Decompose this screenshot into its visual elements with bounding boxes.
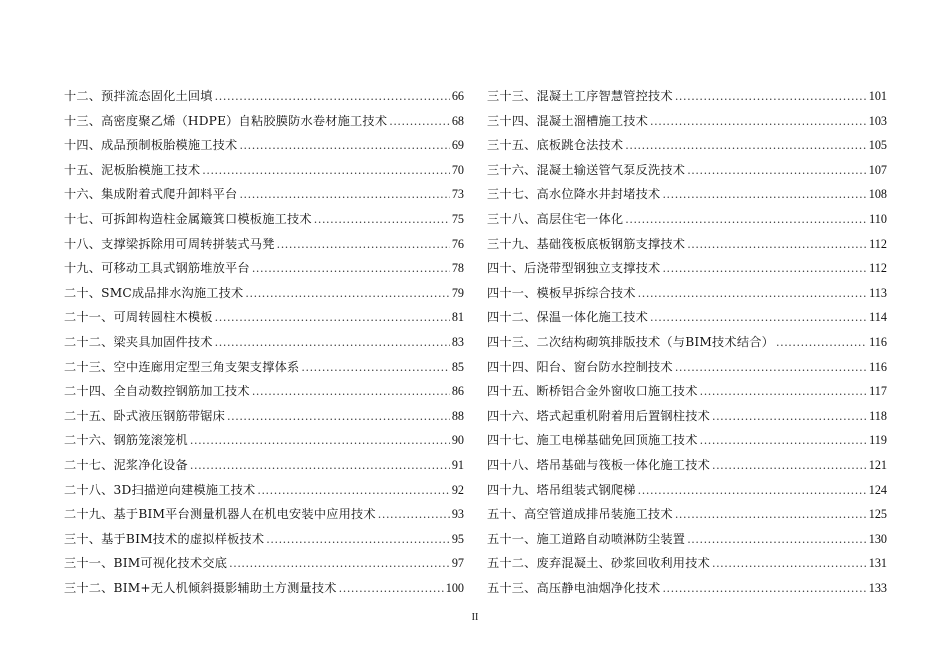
toc-entry-title: 三十六、混凝土输送管气泵反洗技术 [487,162,686,177]
toc-entry-page-number: 95 [451,531,464,546]
toc-entry[interactable] [64,305,464,330]
toc-entry-page-number: 97 [451,556,464,571]
toc-entry[interactable] [64,551,464,576]
toc-entry[interactable] [64,502,464,527]
toc-entry-title: 二十四、全自动数控钢筋加工技术 [64,384,250,399]
toc-entry[interactable] [487,207,887,232]
dot-leader [378,503,450,528]
toc-entry-title: 四十、后浇带型钢独立支撑技术 [487,261,661,276]
toc-entry-page-number: 130 [868,531,887,546]
dot-leader [638,282,868,307]
toc-entry[interactable] [487,576,887,601]
toc-entry[interactable] [64,158,464,183]
toc-entry-page-number: 88 [451,408,464,423]
toc-entry-title: 五十一、施工道路自动喷淋防尘装置 [487,531,686,546]
toc-entry-title: 五十、高空管道成排吊装施工技术 [487,507,673,522]
toc-entry[interactable] [64,428,464,453]
dot-leader [675,503,867,528]
toc-entry-title: 二十三、空中连廊用定型三角支架支撑体系 [64,359,300,374]
toc-entry-title: 三十一、BIM可视化技术交底 [64,556,228,571]
toc-entry[interactable] [487,428,887,453]
dot-leader [239,134,449,159]
toc-entry-page-number: 92 [451,482,464,497]
dot-leader [252,257,450,282]
toc-entry-page-number: 125 [868,507,887,522]
toc-entry[interactable] [487,527,887,552]
toc-entry-title: 三十四、混凝土溜槽施工技术 [487,113,649,128]
dot-leader [638,479,867,504]
dot-leader [227,405,450,430]
toc-entry-title: 四十七、施工电梯基础免回顶施工技术 [487,433,698,448]
toc-entry[interactable] [64,527,464,552]
toc-entry-page-number: 113 [869,285,887,300]
toc-entry-title: 二十五、卧式液压钢筋带锯床 [64,408,226,423]
dot-leader [675,85,867,110]
dot-leader [662,183,866,208]
toc-entry-page-number: 68 [451,113,464,128]
toc-entry[interactable] [487,133,887,158]
toc-entry-page-number: 78 [451,261,464,276]
toc-entry-page-number: 83 [451,334,464,349]
toc-entry-page-number: 103 [868,113,887,128]
toc-entry[interactable] [487,551,887,576]
toc-entry-page-number: 81 [451,310,464,325]
dot-leader [202,159,450,184]
toc-entry[interactable] [64,133,464,158]
toc-entry-title: 二十二、梁夹具加固件技术 [64,334,213,349]
dot-leader [712,405,867,430]
toc-entry-page-number: 117 [869,384,887,399]
toc-entry-title: 十七、可拆卸构造柱金属簸箕口模板施工技术 [64,211,312,226]
toc-entry-title: 十六、集成附着式爬升卸料平台 [64,187,238,202]
dot-leader [229,552,450,577]
dot-leader [650,306,867,331]
page-number-footer: II [471,612,479,623]
dot-leader [215,306,450,331]
toc-entry-page-number: 100 [445,580,464,595]
toc-entry-title: 二十六、钢筋笼滚笼机 [64,433,188,448]
toc-entry[interactable] [487,478,887,503]
toc-entry[interactable] [487,453,887,478]
toc-entry[interactable] [487,305,887,330]
toc-entry-title: 十四、成品预制板胎模施工技术 [64,138,238,153]
toc-entry[interactable] [64,404,464,429]
toc-entry-title: 三十二、BIM+无人机倾斜摄影辅助土方测量技术 [64,580,337,595]
toc-entry-page-number: 114 [869,310,887,325]
toc-entry[interactable] [64,207,464,232]
toc-entry-page-number: 91 [451,457,464,472]
toc-entry[interactable] [64,256,464,281]
toc-entry-page-number: 79 [451,285,464,300]
toc-entry-page-number: 85 [451,359,464,374]
toc-entry-title: 十九、可移动工具式钢筋堆放平台 [64,261,250,276]
dot-leader [190,429,450,454]
toc-entry[interactable] [64,453,464,478]
toc-entry[interactable] [487,182,887,207]
dot-leader [245,282,449,307]
toc-entry-page-number: 119 [869,433,887,448]
toc-entry-title: 二十九、基于BIM平台测量机器人在机电安装中应用技术 [64,507,376,522]
toc-entry-title: 四十五、断桥铝合金外窗收口施工技术 [487,384,698,399]
toc-entry-page-number: 90 [451,433,464,448]
toc-entry[interactable] [487,256,887,281]
dot-leader [266,528,450,553]
toc-entry-title: 十五、泥板胎模施工技术 [64,162,201,177]
toc-entry-title: 三十八、高层住宅一体化 [487,211,624,226]
toc-entry-page-number: 116 [869,359,887,374]
toc-entry[interactable] [487,502,887,527]
toc-entry[interactable] [487,158,887,183]
toc-entry[interactable] [487,355,887,380]
dot-leader [252,380,450,405]
toc-entry-page-number: 76 [451,236,464,251]
toc-column-right [487,84,887,600]
toc-entry-title: 十三、高密度聚乙烯（HDPE）自粘胶膜防水卷材施工技术 [64,113,388,128]
dot-leader [215,85,450,110]
toc-entry-title: 二十八、3D扫描逆向建模施工技术 [64,482,256,497]
dot-leader [650,110,867,135]
toc-entry-page-number: 107 [868,162,887,177]
toc-entry[interactable] [487,281,887,306]
toc-entry[interactable] [64,576,464,601]
dot-leader [339,577,444,602]
dot-leader [687,159,867,184]
toc-entry-title: 二十七、泥浆净化设备 [64,457,188,472]
toc-entry-title: 三十七、高水位降水井封堵技术 [487,187,661,202]
toc-entry-page-number: 69 [451,138,464,153]
dot-leader [687,528,867,553]
dot-leader [687,233,867,258]
dot-leader [389,110,450,135]
toc-entry-title: 三十、基于BIM技术的虚拟样板技术 [64,531,265,546]
dot-leader [662,257,867,282]
toc-entry-title: 三十三、混凝土工序智慧管控技术 [487,89,673,103]
toc-entry-page-number: 121 [868,457,887,472]
dot-leader [625,134,866,159]
toc-entry[interactable] [64,84,464,109]
toc-entry-page-number: 66 [451,89,464,103]
toc-entry-page-number: 108 [868,187,887,202]
toc-entry-title: 三十九、基础筏板底板钢筋支撑技术 [487,236,686,251]
toc-entry-page-number: 133 [868,580,887,595]
dot-leader [675,356,867,381]
dot-leader [239,183,449,208]
toc-entry-title: 三十五、底板跳仓法技术 [487,138,624,153]
toc-entry-title: 四十一、模板早拆综合技术 [487,285,636,300]
toc-entry-title: 五十三、高压静电油烟净化技术 [487,580,661,595]
toc-entry[interactable] [487,109,887,134]
toc-entry[interactable] [64,355,464,380]
toc-entry-title: 十八、支撑梁拆除用可周转拼装式马凳 [64,236,275,251]
toc-entry-page-number: 112 [869,236,887,251]
toc-entry-title: 四十二、保温一体化施工技术 [487,310,649,325]
toc-entry-page-number: 105 [868,138,887,153]
dot-leader [257,479,449,504]
toc-entry-title: 二十、SMC成品排水沟施工技术 [64,285,244,300]
toc-entry[interactable] [487,379,887,404]
toc-entry[interactable] [64,182,464,207]
toc-entry-page-number: 112 [869,261,887,276]
dot-leader [700,380,868,405]
toc-entry[interactable] [487,404,887,429]
toc-entry[interactable] [64,478,464,503]
toc-entry-title: 四十三、二次结构砌筑排版技术（与BIM技术结合） [487,334,774,349]
toc-entry[interactable] [487,330,887,355]
toc-entry-title: 四十四、阳台、窗台防水控制技术 [487,359,673,374]
toc-entry-title: 四十九、塔吊组装式钢爬梯 [487,482,636,497]
dot-leader [190,454,450,479]
toc-entry-page-number: 131 [868,556,887,571]
dot-leader [301,356,449,381]
toc-entry-title: 四十六、塔式起重机附着用后置钢柱技术 [487,408,710,423]
toc-entry-title: 二十一、可周转圆柱木模板 [64,310,213,325]
toc-entry-page-number: 93 [451,507,464,522]
toc-entry[interactable] [64,281,464,306]
toc-entry-page-number: 118 [869,408,887,423]
toc-entry-title: 四十八、塔吊基础与筏板一体化施工技术 [487,457,710,472]
toc-entry-page-number: 110 [869,211,887,226]
dot-leader [215,331,450,356]
toc-entry-page-number: 101 [868,89,887,103]
toc-entry[interactable] [64,232,464,257]
toc-entry[interactable] [64,109,464,134]
toc-entry-page-number: 75 [451,211,464,226]
dot-leader [314,208,450,233]
toc-entry[interactable] [487,84,887,109]
toc-entry-title: 五十二、废弃混凝土、砂浆回收利用技术 [487,556,710,571]
toc-entry-page-number: 116 [869,334,887,349]
dot-leader [625,208,867,233]
toc-entry[interactable] [64,330,464,355]
toc-entry-title: 十二、预拌流态固化土回填 [64,89,213,103]
dot-leader [277,233,450,258]
dot-leader [712,454,867,479]
dot-leader [700,429,868,454]
dot-leader [712,552,867,577]
toc-entry[interactable] [64,379,464,404]
toc-entry-page-number: 124 [868,482,887,497]
toc-entry-page-number: 86 [451,384,464,399]
toc-column-left [64,84,464,600]
toc-entry[interactable] [487,232,887,257]
toc-entry-page-number: 73 [451,187,464,202]
toc-entry-page-number: 70 [451,162,464,177]
dot-leader [662,577,866,602]
dot-leader [776,331,867,356]
